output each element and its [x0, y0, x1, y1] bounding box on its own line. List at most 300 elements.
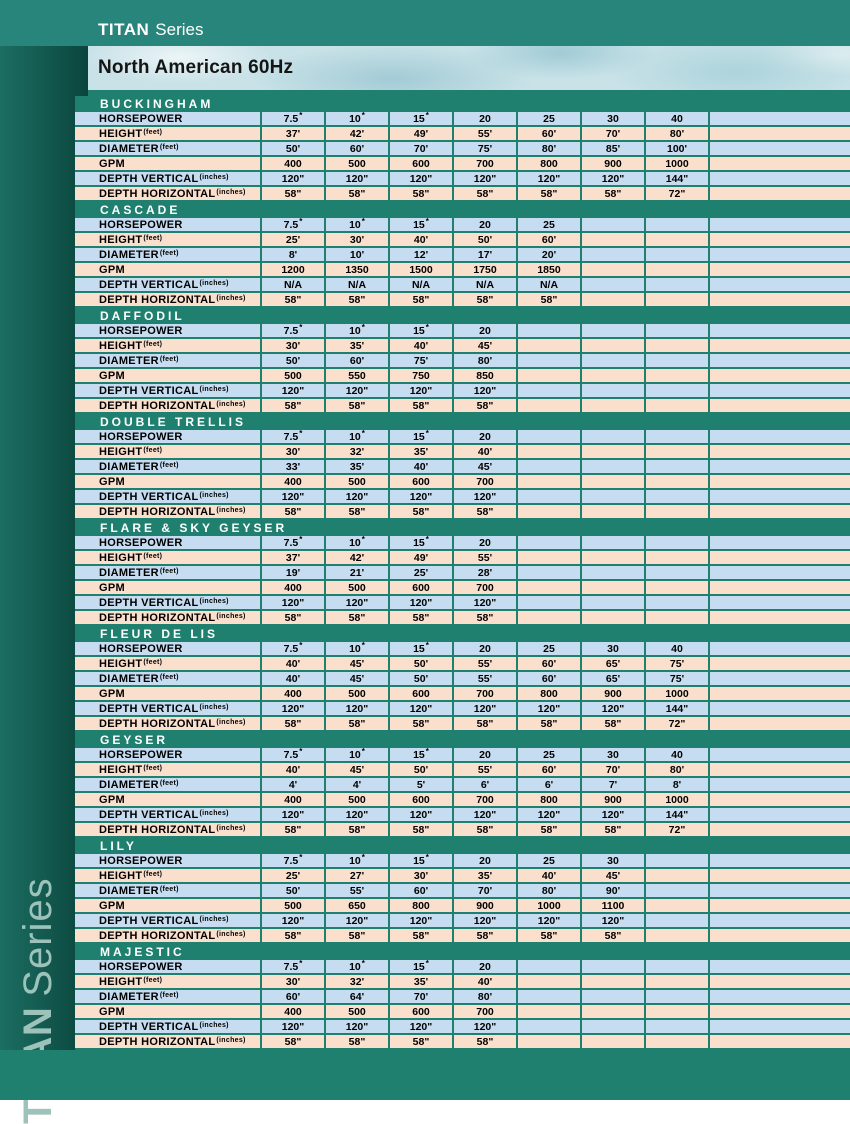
spec-cell: 120" — [518, 702, 580, 715]
spec-cell: 40' — [390, 460, 452, 473]
spec-cell: 58" — [262, 717, 324, 730]
spec-cell — [582, 233, 644, 246]
brand-title-bold: TITAN — [98, 20, 150, 39]
spec-cell: 120" — [262, 172, 324, 185]
row-label-diameter: DIAMETER $^{(feet)}$ — [75, 566, 260, 579]
spec-cell: 17' — [454, 248, 516, 261]
spec-cell: 120" — [390, 490, 452, 503]
spec-cell: 58" — [582, 187, 644, 200]
spec-cell — [582, 611, 644, 624]
spec-cell: 7.5 * — [262, 748, 324, 761]
spec-cell: 800 — [390, 899, 452, 912]
spec-cell: 55' — [454, 672, 516, 685]
row-label-gpm: GPM — [75, 1005, 260, 1018]
spec-cell: 120" — [454, 808, 516, 821]
row-label-depth_horizontal: DEPTH HORIZONTAL $^{(inches)}$ — [75, 187, 260, 200]
spec-cell: N/A — [454, 278, 516, 291]
spec-cell — [710, 975, 850, 988]
spec-cell: 120" — [390, 172, 452, 185]
spec-cell — [582, 430, 644, 443]
spec-cell: 20 — [454, 960, 516, 973]
spec-cell: 7.5 * — [262, 854, 324, 867]
row-label-horsepower: HORSEPOWER — [75, 218, 260, 231]
spec-cell: 42' — [326, 127, 388, 140]
spec-cell: 40 — [646, 112, 708, 125]
spec-cell: N/A — [262, 278, 324, 291]
spec-cell: 20 — [454, 324, 516, 337]
spec-cell — [518, 460, 580, 473]
spec-cell: 30' — [262, 975, 324, 988]
spec-cell — [646, 430, 708, 443]
spec-table — [75, 642, 850, 732]
spec-cell — [518, 384, 580, 397]
section — [75, 202, 850, 308]
spec-cell: 25 — [518, 112, 580, 125]
spec-cell: 15 * — [390, 748, 452, 761]
spec-cell: 120" — [262, 914, 324, 927]
spec-cell — [518, 1035, 580, 1048]
spec-cell: 58" — [582, 823, 644, 836]
spec-cell — [518, 369, 580, 382]
row-label-depth_vertical: DEPTH VERTICAL $^{(inches)}$ — [75, 808, 260, 821]
spec-cell — [646, 475, 708, 488]
spec-cell: 400 — [262, 581, 324, 594]
spec-cell: 50' — [390, 763, 452, 776]
row-label-horsepower: HORSEPOWER — [75, 536, 260, 549]
row-label-horsepower: HORSEPOWER — [75, 854, 260, 867]
row-label-height: HEIGHT $^{(feet)}$ — [75, 233, 260, 246]
spec-cell: 65' — [582, 672, 644, 685]
spec-cell: 144" — [646, 808, 708, 821]
spec-cell: 8' — [262, 248, 324, 261]
row-label-height: HEIGHT $^{(feet)}$ — [75, 657, 260, 670]
spec-cell: 58" — [390, 399, 452, 412]
spec-cell — [646, 884, 708, 897]
spec-cell: 58" — [454, 611, 516, 624]
spec-cell: 72" — [646, 187, 708, 200]
spec-cell: 20 — [454, 748, 516, 761]
spec-cell: 120" — [582, 914, 644, 927]
row-label-gpm: GPM — [75, 687, 260, 700]
spec-cell — [582, 324, 644, 337]
spec-cell — [518, 354, 580, 367]
spec-cell: 120" — [326, 702, 388, 715]
spec-cell — [710, 702, 850, 715]
section — [75, 944, 850, 1050]
spec-cell: 700 — [454, 475, 516, 488]
brand-title-light: Series — [155, 20, 204, 39]
spec-cell: 58" — [518, 823, 580, 836]
spec-cell: 120" — [326, 808, 388, 821]
spec-cell — [582, 475, 644, 488]
spec-cell — [646, 490, 708, 503]
spec-cell: 30 — [582, 642, 644, 655]
spec-cell — [710, 1020, 850, 1033]
spec-cell — [582, 960, 644, 973]
spec-cell: 90' — [582, 884, 644, 897]
spec-cell: 7.5 * — [262, 536, 324, 549]
row-label-horsepower: HORSEPOWER — [75, 430, 260, 443]
spec-cell: 10 * — [326, 642, 388, 655]
spec-cell — [710, 899, 850, 912]
spec-cell: 21' — [326, 566, 388, 579]
spec-cell — [710, 914, 850, 927]
spec-cell: 400 — [262, 475, 324, 488]
row-label-height: HEIGHT $^{(feet)}$ — [75, 127, 260, 140]
row-label-horsepower: HORSEPOWER — [75, 960, 260, 973]
row-label-depth_vertical: DEPTH VERTICAL $^{(inches)}$ — [75, 384, 260, 397]
spec-cell: 600 — [390, 1005, 452, 1018]
section — [75, 732, 850, 838]
spec-cell — [710, 475, 850, 488]
spec-cell — [710, 884, 850, 897]
spec-cell — [582, 596, 644, 609]
spec-cell: 120" — [326, 914, 388, 927]
spec-cell: 35' — [454, 869, 516, 882]
spec-cell: 60' — [390, 884, 452, 897]
spec-table — [75, 430, 850, 520]
spec-cell: 55' — [454, 127, 516, 140]
spec-cell: 850 — [454, 369, 516, 382]
spec-cell: 25 — [518, 642, 580, 655]
spec-cell: 1500 — [390, 263, 452, 276]
spec-cell: 1200 — [262, 263, 324, 276]
spec-cell: 4' — [262, 778, 324, 791]
spec-cell: 58" — [390, 505, 452, 518]
spec-cell: 500 — [326, 687, 388, 700]
section-title: FLARE & SKY GEYSER — [75, 520, 850, 536]
section-title: DOUBLE TRELLIS — [75, 414, 850, 430]
spec-cell: 144" — [646, 702, 708, 715]
spec-cell — [646, 354, 708, 367]
spec-cell: 40' — [262, 763, 324, 776]
row-label-depth_horizontal: DEPTH HORIZONTAL $^{(inches)}$ — [75, 823, 260, 836]
spec-cell — [710, 218, 850, 231]
spec-cell: 32' — [326, 975, 388, 988]
spec-cell: 15 * — [390, 112, 452, 125]
spec-cell: 40' — [262, 657, 324, 670]
spec-cell: 58" — [582, 717, 644, 730]
spec-cell: 75' — [454, 142, 516, 155]
spec-cell: 58" — [518, 187, 580, 200]
spec-cell: 45' — [326, 763, 388, 776]
spec-cell: 75' — [646, 672, 708, 685]
spec-cell: 45' — [326, 657, 388, 670]
spec-cell — [582, 990, 644, 1003]
spec-cell: 30 — [582, 112, 644, 125]
spec-cell: 45' — [582, 869, 644, 882]
spec-cell: 120" — [390, 384, 452, 397]
spec-cell: 7.5 * — [262, 218, 324, 231]
spec-cell: 900 — [582, 793, 644, 806]
row-label-diameter: DIAMETER $^{(feet)}$ — [75, 460, 260, 473]
spec-cell — [518, 324, 580, 337]
spec-cell — [710, 566, 850, 579]
row-label-depth_horizontal: DEPTH HORIZONTAL $^{(inches)}$ — [75, 611, 260, 624]
spec-cell: 7.5 * — [262, 112, 324, 125]
row-label-diameter: DIAMETER $^{(feet)}$ — [75, 990, 260, 1003]
spec-cell: 58" — [454, 1035, 516, 1048]
spec-cell: 70' — [582, 763, 644, 776]
spec-cell — [646, 248, 708, 261]
section — [75, 838, 850, 944]
spec-cell: 58" — [390, 293, 452, 306]
row-label-diameter: DIAMETER $^{(feet)}$ — [75, 248, 260, 261]
spec-cell: 45' — [326, 672, 388, 685]
spec-cell: 37' — [262, 551, 324, 564]
section-title: BUCKINGHAM — [75, 96, 850, 112]
spec-cell: 50' — [454, 233, 516, 246]
spec-cell — [646, 611, 708, 624]
row-label-gpm: GPM — [75, 793, 260, 806]
spec-cell: 10 * — [326, 748, 388, 761]
spec-cell: 500 — [326, 1005, 388, 1018]
spec-cell: 800 — [518, 793, 580, 806]
spec-cell — [646, 929, 708, 942]
spec-cell: 10' — [326, 248, 388, 261]
spec-cell: 72" — [646, 717, 708, 730]
spec-cell: 58" — [326, 505, 388, 518]
spec-cell: 58" — [390, 823, 452, 836]
spec-cell: 500 — [326, 157, 388, 170]
spec-cell — [710, 672, 850, 685]
spec-cell: 120" — [518, 914, 580, 927]
page-subtitle: North American 60Hz — [98, 57, 294, 78]
spec-cell: 7.5 * — [262, 430, 324, 443]
spec-cell — [518, 566, 580, 579]
spec-cell: 120" — [326, 490, 388, 503]
spec-cell — [582, 1035, 644, 1048]
spec-cell: 58" — [326, 399, 388, 412]
spec-cell — [710, 369, 850, 382]
row-label-horsepower: HORSEPOWER — [75, 324, 260, 337]
spec-cell: 55' — [454, 551, 516, 564]
spec-cell — [710, 596, 850, 609]
spec-cell: 700 — [454, 157, 516, 170]
spec-cell: 20' — [518, 248, 580, 261]
spec-cell: 20 — [454, 112, 516, 125]
spec-cell — [710, 823, 850, 836]
spec-cell — [710, 687, 850, 700]
spec-cell: 600 — [390, 793, 452, 806]
spec-cell — [710, 763, 850, 776]
row-label-diameter: DIAMETER $^{(feet)}$ — [75, 672, 260, 685]
spec-cell — [646, 460, 708, 473]
spec-cell — [518, 581, 580, 594]
spec-cell: 400 — [262, 793, 324, 806]
spec-cell — [710, 990, 850, 1003]
spec-cell: 40' — [518, 869, 580, 882]
spec-cell: 55' — [326, 884, 388, 897]
section-title: FLEUR DE LIS — [75, 626, 850, 642]
row-label-gpm: GPM — [75, 263, 260, 276]
spec-cell: 120" — [326, 172, 388, 185]
spec-cell: 58" — [326, 187, 388, 200]
spec-cell: 700 — [454, 687, 516, 700]
sidebar-brand-light: Series — [16, 877, 60, 997]
spec-cell — [710, 929, 850, 942]
spec-cell: 120" — [582, 808, 644, 821]
spec-cell — [582, 490, 644, 503]
spec-cell: 120" — [326, 384, 388, 397]
spec-cell — [518, 1005, 580, 1018]
spec-cell: 30' — [262, 339, 324, 352]
spec-cell — [582, 339, 644, 352]
spec-cell — [646, 551, 708, 564]
spec-cell: 20 — [454, 218, 516, 231]
spec-cell: 40' — [454, 975, 516, 988]
spec-cell — [710, 187, 850, 200]
spec-cell: 400 — [262, 687, 324, 700]
spec-table — [75, 748, 850, 838]
row-label-depth_vertical: DEPTH VERTICAL $^{(inches)}$ — [75, 172, 260, 185]
row-label-gpm: GPM — [75, 475, 260, 488]
row-label-depth_horizontal: DEPTH HORIZONTAL $^{(inches)}$ — [75, 293, 260, 306]
spec-cell — [710, 778, 850, 791]
spec-cell: 70' — [390, 990, 452, 1003]
spec-cell: 500 — [326, 475, 388, 488]
spec-cell: 64' — [326, 990, 388, 1003]
spec-cell: 15 * — [390, 854, 452, 867]
spec-cell: 120" — [582, 172, 644, 185]
spec-cell: 58" — [326, 823, 388, 836]
spec-cell: 32' — [326, 445, 388, 458]
spec-cell — [582, 566, 644, 579]
row-label-diameter: DIAMETER $^{(feet)}$ — [75, 142, 260, 155]
spec-cell — [646, 581, 708, 594]
spec-cell — [710, 384, 850, 397]
section — [75, 308, 850, 414]
spec-cell — [646, 369, 708, 382]
row-label-height: HEIGHT $^{(feet)}$ — [75, 339, 260, 352]
spec-cell: 50' — [262, 354, 324, 367]
spec-cell: 7.5 * — [262, 642, 324, 655]
spec-cell: 58" — [262, 505, 324, 518]
spec-cell — [646, 990, 708, 1003]
spec-cell — [710, 717, 850, 730]
spec-cell: 40' — [390, 233, 452, 246]
spec-cell: 1850 — [518, 263, 580, 276]
spec-cell: 10 * — [326, 430, 388, 443]
spec-cell: 70' — [390, 142, 452, 155]
spec-cell — [710, 112, 850, 125]
spec-cell: 80' — [646, 763, 708, 776]
spec-cell — [582, 354, 644, 367]
spec-cell — [582, 278, 644, 291]
spec-cell: 35' — [326, 460, 388, 473]
spec-cell — [646, 566, 708, 579]
spec-cell: 60' — [262, 990, 324, 1003]
spec-cell — [710, 657, 850, 670]
spec-cell: 600 — [390, 157, 452, 170]
spec-cell: 1100 — [582, 899, 644, 912]
spec-cell: 4' — [326, 778, 388, 791]
section — [75, 96, 850, 202]
spec-cell: 144" — [646, 172, 708, 185]
spec-cell: N/A — [518, 278, 580, 291]
spec-cell — [710, 430, 850, 443]
spec-cell: 900 — [582, 157, 644, 170]
spec-cell — [646, 324, 708, 337]
spec-cell — [710, 157, 850, 170]
section-title: CASCADE — [75, 202, 850, 218]
spec-cell: 600 — [390, 475, 452, 488]
spec-cell: 1000 — [646, 793, 708, 806]
row-label-diameter: DIAMETER $^{(feet)}$ — [75, 884, 260, 897]
spec-cell: 8' — [646, 778, 708, 791]
spec-cell: 120" — [454, 1020, 516, 1033]
spec-cell: 120" — [454, 914, 516, 927]
spec-cell — [710, 793, 850, 806]
spec-cell: 58" — [326, 929, 388, 942]
spec-cell — [518, 551, 580, 564]
row-label-depth_vertical: DEPTH VERTICAL $^{(inches)}$ — [75, 596, 260, 609]
spec-cell: 30' — [326, 233, 388, 246]
spec-cell: 700 — [454, 1005, 516, 1018]
spec-cell: 58" — [454, 187, 516, 200]
spec-cell — [518, 536, 580, 549]
spec-cell: 25 — [518, 854, 580, 867]
spec-cell: 58" — [454, 823, 516, 836]
spec-cell: 10 * — [326, 960, 388, 973]
spec-cell — [518, 430, 580, 443]
spec-cell: 900 — [454, 899, 516, 912]
spec-cell: 58" — [262, 929, 324, 942]
spec-cell — [518, 990, 580, 1003]
spec-cell: 15 * — [390, 960, 452, 973]
spec-cell — [518, 399, 580, 412]
spec-cell — [710, 263, 850, 276]
spec-cell — [646, 596, 708, 609]
spec-cell — [710, 445, 850, 458]
spec-cell: 25' — [262, 869, 324, 882]
spec-cell — [710, 339, 850, 352]
spec-cell — [582, 975, 644, 988]
spec-cell — [710, 142, 850, 155]
spec-cell: 80' — [518, 884, 580, 897]
spec-cell — [710, 551, 850, 564]
spec-cell: 20 — [454, 536, 516, 549]
spec-cell — [646, 233, 708, 246]
spec-cell: 800 — [518, 687, 580, 700]
section-title: GEYSER — [75, 732, 850, 748]
spec-cell — [518, 475, 580, 488]
spec-cell: 10 * — [326, 854, 388, 867]
row-label-depth_horizontal: DEPTH HORIZONTAL $^{(inches)}$ — [75, 399, 260, 412]
spec-cell: 15 * — [390, 324, 452, 337]
row-label-depth_vertical: DEPTH VERTICAL $^{(inches)}$ — [75, 914, 260, 927]
spec-cell: 40 — [646, 642, 708, 655]
spec-cell: 70' — [454, 884, 516, 897]
spec-cell — [646, 975, 708, 988]
row-label-depth_horizontal: DEPTH HORIZONTAL $^{(inches)}$ — [75, 929, 260, 942]
spec-cell: 58" — [454, 505, 516, 518]
spec-cell — [710, 354, 850, 367]
row-label-horsepower: HORSEPOWER — [75, 112, 260, 125]
spec-cell — [710, 536, 850, 549]
spec-cell: 120" — [390, 808, 452, 821]
spec-cell: 12' — [390, 248, 452, 261]
spec-cell — [646, 1035, 708, 1048]
row-label-depth_horizontal: DEPTH HORIZONTAL $^{(inches)}$ — [75, 717, 260, 730]
spec-cell: 35' — [390, 975, 452, 988]
spec-cell — [582, 369, 644, 382]
sections — [75, 96, 850, 1050]
spec-cell — [710, 611, 850, 624]
spec-cell: 120" — [262, 702, 324, 715]
row-label-depth_vertical: DEPTH VERTICAL $^{(inches)}$ — [75, 1020, 260, 1033]
spec-cell — [646, 399, 708, 412]
